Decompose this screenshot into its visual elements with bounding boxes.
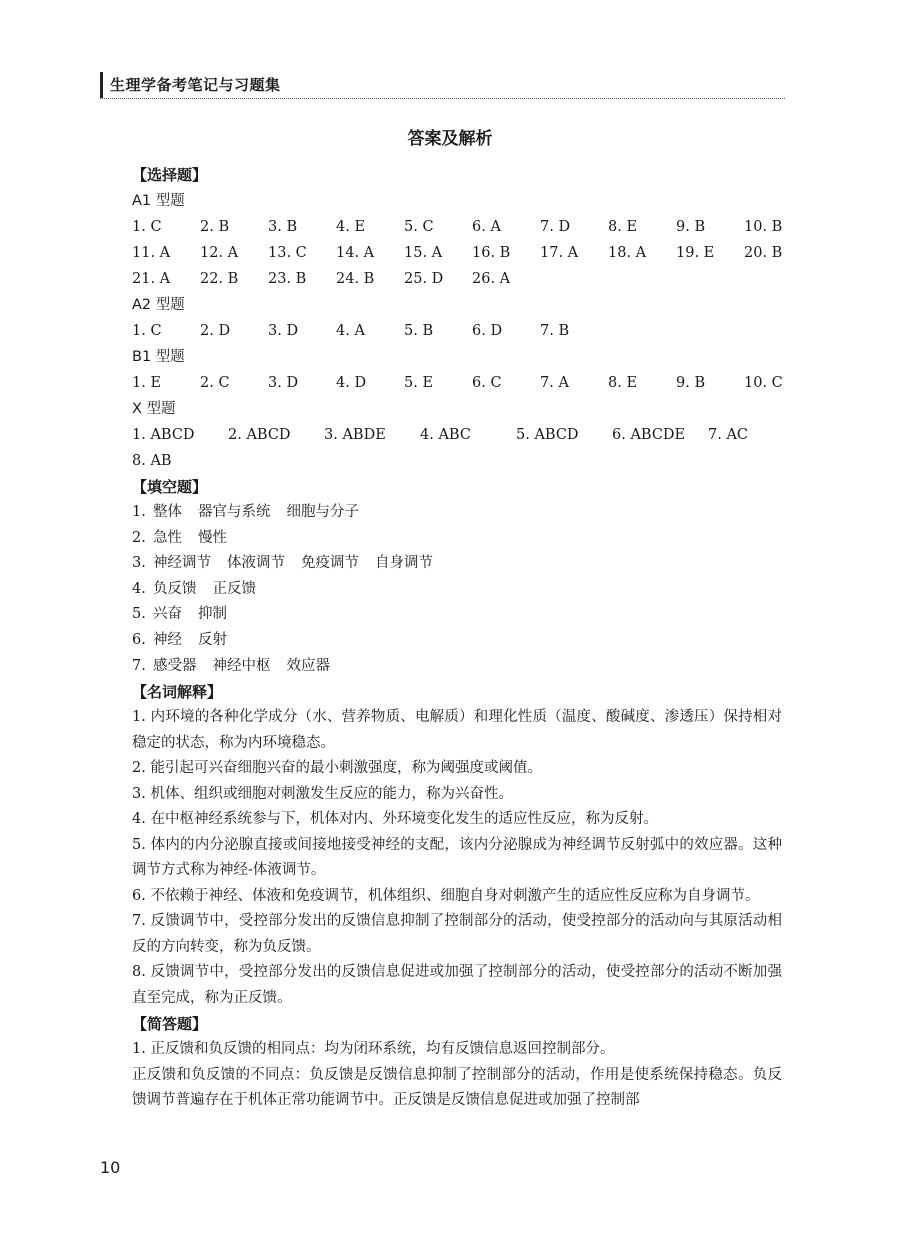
answer-item: 3. D: [268, 323, 299, 339]
answer-item: 1. C: [132, 219, 162, 235]
answer-item: 17. A: [540, 245, 579, 261]
b1-label: B1 型题: [132, 349, 185, 365]
answer-item: 3. ABDE: [324, 427, 386, 443]
term-definition: 4. 在中枢神经系统参与下，机体对内、外环境变化发生的适应性反应，称为反射。: [132, 811, 658, 828]
item-number: 4.: [132, 580, 146, 597]
answer-item: 1. ABCD: [132, 427, 195, 443]
answer-item: 24. B: [336, 271, 375, 287]
answer-item: 11. A: [132, 245, 171, 261]
running-header: [100, 72, 785, 98]
answer-item: 9. B: [676, 219, 706, 235]
answer-item: 21. A: [132, 271, 171, 287]
answer-item: 4. D: [336, 375, 367, 391]
term-definitions: [132, 705, 782, 1011]
answer-item: 8. E: [608, 219, 638, 235]
x-label: X 型题: [132, 401, 176, 417]
term-definition: 2. 能引起可兴奋细胞兴奋的最小刺激强度，称为阈强度或阈值。: [132, 760, 542, 777]
item-number: 7.: [132, 657, 146, 674]
fill-in-item: [132, 577, 782, 603]
answer-item: 1. C: [132, 323, 162, 339]
a2-answers: [132, 318, 782, 344]
answer-item: 26. A: [472, 271, 511, 287]
item-number: 3.: [132, 555, 146, 572]
answer-item: 7. B: [540, 323, 570, 339]
fill-in-term: 神经中枢: [212, 657, 271, 674]
fill-in-term: 慢性: [198, 529, 227, 546]
answer-item: 1. E: [132, 375, 162, 391]
a1-answers: [132, 214, 782, 292]
short-answer-paragraph: 正反馈和负反馈的不同点：负反馈是反馈信息抑制了控制部分的活动，作用是使系统保持稳态。负反馈调节普遍存在于机体正常功能调节中。正反馈是反馈信息促进或加强了控制部: [132, 1066, 782, 1109]
fill-in-term: 负反馈: [153, 580, 197, 597]
answer-item: 3. D: [268, 375, 299, 391]
answer-item: 2. C: [200, 375, 230, 391]
fill-in-term: 神经: [153, 631, 182, 648]
answer-item: 2. B: [200, 219, 230, 235]
answer-row: [132, 448, 782, 474]
fill-in-term: 效应器: [286, 657, 330, 674]
fill-in-term: 器官与系统: [198, 504, 271, 520]
answer-item: 25. D: [404, 271, 444, 287]
terms-heading: 【名词解释】: [132, 683, 223, 702]
x-answers: [132, 422, 782, 474]
answer-item: 13. C: [268, 245, 307, 261]
answer-item: 10. C: [744, 375, 783, 391]
fill-in-term: 抑制: [198, 606, 227, 623]
answer-row: [132, 214, 782, 240]
term-definition: 6. 不依赖于神经、体液和免疫调节，机体组织、细胞自身对刺激产生的适应性反应称为自身调节。: [132, 887, 760, 904]
answer-item: 5. ABCD: [516, 427, 579, 443]
answer-item: 12. A: [200, 245, 239, 261]
fill-in-term: 反射: [198, 631, 227, 648]
answer-item: 4. ABC: [420, 427, 471, 443]
a2-label: A2 型题: [132, 297, 185, 313]
fill-in-item: [132, 526, 782, 552]
fill-in-item: [132, 602, 782, 628]
page-number: 10: [100, 1158, 121, 1177]
answer-row: [132, 240, 782, 266]
item-number: 2.: [132, 529, 146, 546]
answer-item: 6. ABCDE: [612, 427, 686, 443]
fill-in-term: 整体: [153, 504, 182, 520]
answer-item: 16. B: [472, 245, 511, 261]
answer-item: 5. B: [404, 323, 434, 339]
answer-item: 10. B: [744, 219, 783, 235]
term-definition: 7. 反馈调节中，受控部分发出的反馈信息抑制了控制部分的活动，使受控部分的活动向与其原活动相反的方向转变，称为负反馈。: [132, 913, 782, 955]
answer-item: 6. A: [472, 219, 501, 235]
term-definition: 5. 体内的内分泌腺直接或间接地接受神经的支配，该内分泌腺成为神经调节反射弧中的效应器。这种调节方式称为神经-体液调节。: [132, 836, 782, 879]
term-definition: 3. 机体、组织或细胞对刺激发生反应的能力，称为兴奋性。: [132, 785, 513, 802]
section-title: 答案及解析: [407, 129, 493, 149]
fill-in-answers: [132, 500, 782, 679]
answer-item: 7. AC: [708, 427, 749, 443]
answer-item: 2. D: [200, 323, 231, 339]
book-title: 生理学备考笔记与习题集: [110, 76, 281, 94]
short-answer-paragraph: 1. 正反馈和负反馈的相同点：均为闭环系统，均有反馈信息返回控制部分。: [132, 1041, 615, 1058]
answer-item: 20. B: [744, 245, 783, 261]
answer-item: 9. B: [676, 375, 706, 391]
choice-heading: 【选择题】: [132, 166, 208, 184]
answer-row: [132, 370, 782, 396]
a1-label: A1 型题: [132, 193, 185, 209]
fill-in-term: 兴奋: [153, 606, 182, 623]
fill-in-term: 感受器: [153, 657, 197, 674]
answer-item: 22. B: [200, 271, 239, 287]
short-answers: [132, 1037, 782, 1114]
term-definition: 8. 反馈调节中，受控部分发出的反馈信息促进或加强了控制部分的活动，使受控部分的活动不断加强直至完成，称为正反馈。: [132, 964, 782, 1006]
answer-item: 14. A: [336, 245, 375, 261]
fill-in-item: [132, 628, 782, 654]
answer-item: 2. ABCD: [228, 427, 291, 443]
answer-item: 19. E: [676, 245, 715, 261]
answer-item: 7. A: [540, 375, 569, 391]
answer-row: [132, 422, 782, 448]
fill-in-term: 神经调节: [153, 555, 211, 572]
fill-in-item: [132, 500, 782, 526]
answer-row: [132, 266, 782, 292]
answer-item: 15. A: [404, 245, 443, 261]
answer-item: 8. AB: [132, 453, 172, 469]
header-bar: [100, 72, 103, 98]
answer-item: 7. D: [540, 219, 571, 235]
answer-item: 8. E: [608, 375, 638, 391]
answer-item: 6. D: [472, 323, 503, 339]
fill-in-term: 免疫调节: [301, 555, 359, 572]
answer-item: 5. C: [404, 219, 434, 235]
fill-in-term: 急性: [153, 529, 182, 546]
answer-item: 3. B: [268, 219, 298, 235]
term-definition: 1. 内环境的各种化学成分（水、营养物质、电解质）和理化性质（温度、酸碱度、渗透压）保持相对稳定的状态，称为内环境稳态。: [132, 709, 782, 751]
fill-in-term: 自身调节: [375, 555, 433, 572]
fill-in-term: 正反馈: [212, 580, 256, 597]
item-number: 5.: [132, 606, 146, 623]
answer-content: [132, 162, 782, 1114]
fill-in-term: 细胞与分子: [286, 504, 359, 520]
answer-item: 4. E: [336, 219, 366, 235]
fill-in-term: 体液调节: [227, 555, 285, 572]
answer-item: 6. C: [472, 375, 502, 391]
fill-in-item: [132, 551, 782, 577]
answer-row: [132, 318, 782, 344]
answer-item: 5. E: [404, 375, 434, 391]
answer-item: 4. A: [336, 323, 365, 339]
fill-in-item: [132, 654, 782, 680]
header-dotted-rule: [100, 98, 785, 99]
fill-in-heading: 【填空题】: [132, 478, 208, 496]
short-answer-heading: 【简答题】: [132, 1015, 208, 1034]
item-number: 6.: [132, 631, 146, 648]
answer-item: 18. A: [608, 245, 647, 261]
answer-item: 23. B: [268, 271, 307, 287]
b1-answers: [132, 370, 782, 396]
item-number: 1.: [132, 504, 146, 520]
